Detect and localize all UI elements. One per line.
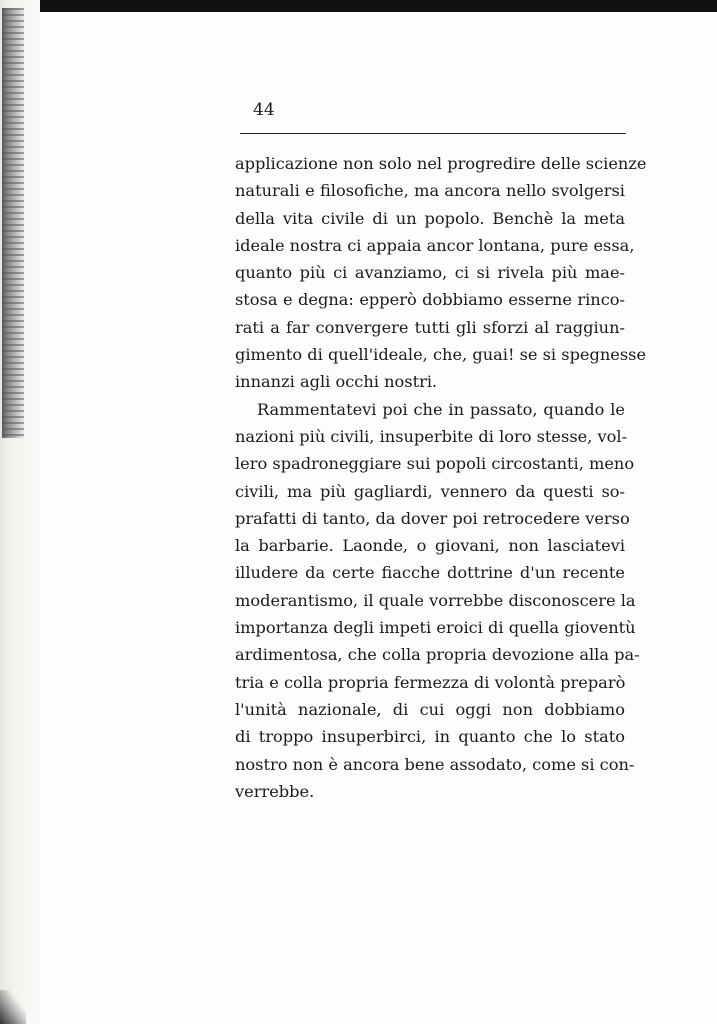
- paragraph-2: [235, 396, 640, 805]
- text-line: civili, ma più gagliardi, vennero da questi so-: [235, 481, 625, 501]
- text-line: della vita civile di un popolo. Benchè la meta: [235, 208, 625, 228]
- text-line: moderantismo, il quale vorrebbe disconoscere la: [235, 590, 636, 610]
- text-line: Rammentatevi poi che in passato, quando le: [257, 399, 625, 419]
- text-line: naturali e filosofiche, ma ancora nello svolgersi: [235, 181, 625, 201]
- text-line: la barbarie. Laonde, o giovani, non lasciatevi: [235, 536, 625, 556]
- text-line: ardimentosa, che colla propria devozione alla pa-: [235, 645, 640, 665]
- text-line: gimento di quell'ideale, che, guai! se si spegnesse: [235, 345, 647, 365]
- header-rule: [240, 133, 626, 134]
- text-line: rati a far convergere tutti gli sforzi al raggiun-: [235, 317, 625, 337]
- body-text: [235, 150, 647, 805]
- text-line: nazioni più civili, insuperbite di loro stesse, vol-: [235, 426, 628, 446]
- text-line: stosa e degna: epperò dobbiamo esserne rinco-: [235, 290, 625, 310]
- text-line: di troppo insuperbirci, in quanto che lo stato: [235, 727, 625, 747]
- text-line: importanza degli impeti eroici di quella gioventù: [235, 618, 636, 638]
- scan-corner-shadow: [0, 990, 26, 1024]
- text-line: ideale nostra ci appaia ancor lontana, pure essa,: [235, 235, 635, 255]
- text-line: quanto più ci avanziamo, ci si rivela più mae-: [235, 263, 625, 283]
- text-line: lero spadroneggiare sui popoli circostanti, meno: [235, 454, 635, 474]
- scan-top-edge: [0, 0, 717, 12]
- text-line: l'unità nazionale, di cui oggi non dobbiamo: [235, 699, 625, 719]
- text-line: innanzi agli occhi nostri.: [235, 372, 438, 392]
- page-number: 44: [253, 100, 275, 120]
- text-line: tria e colla propria fermezza di volontà preparò: [235, 672, 626, 692]
- text-line: prafatti di tanto, da dover poi retrocedere verso: [235, 508, 630, 528]
- text-line: nostro non è ancora bene assodato, come si con-: [235, 754, 635, 774]
- text-line: verrebbe.: [235, 781, 315, 801]
- text-line: applicazione non solo nel progredire delle scienze: [235, 154, 647, 173]
- scan-spine-shadow: [2, 8, 24, 438]
- paragraph-1: [235, 150, 647, 396]
- text-line: illudere da certe fiacche dottrine d'un recente: [235, 563, 625, 583]
